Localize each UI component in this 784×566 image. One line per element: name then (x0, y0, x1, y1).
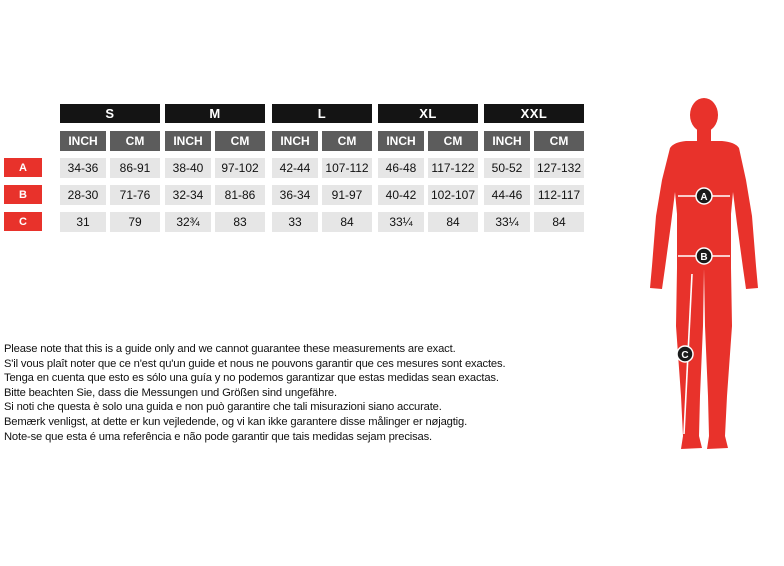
cell-cm: 86-91 (110, 158, 160, 178)
body-measurement-figure (640, 96, 770, 456)
unit-header-inch: INCH (272, 131, 318, 151)
unit-header-cm: CM (322, 131, 372, 151)
cell-inch: 32¾ (165, 212, 211, 232)
size-header-xxl: XXL (484, 104, 584, 123)
note-spanish: Tenga en cuenta que esto es sólo una guía y no podemos garantizar que estas medidas sean exactas. (4, 372, 499, 385)
cell-cm: 91-97 (322, 185, 372, 205)
cell-inch: 42-44 (272, 158, 318, 178)
cell-cm: 127-132 (534, 158, 584, 178)
note-portuguese: Note-se que esta é uma referência e não pode garantir que tais medidas sejam precisas. (4, 430, 433, 443)
cell-cm: 112-117 (534, 185, 584, 205)
cell-inch: 33 (272, 212, 318, 232)
note-danish: Bemærk venligst, at dette er kun vejledende, og vi kan ikke garantere disse målinger er nøjagtig. (4, 415, 468, 428)
size-header-xl: XL (378, 104, 478, 123)
note-french: S'il vous plaît noter que ce n'est qu'un guide et nous ne pouvons garantir que ces mesures sont exactes. (4, 357, 506, 370)
cell-cm: 84 (428, 212, 478, 232)
cell-inch: 28-30 (60, 185, 106, 205)
cell-cm: 71-76 (110, 185, 160, 205)
cell-inch: 40-42 (378, 185, 424, 205)
cell-cm: 81-86 (215, 185, 265, 205)
note-italian: Si noti che questa è solo una guida e non può garantire che tali misurazioni siano accurate. (4, 401, 442, 414)
unit-header-cm: CM (215, 131, 265, 151)
note-english: Please note that this is a guide only and we cannot guarantee these measurements are exact. (4, 343, 456, 355)
cell-inch: 44-46 (484, 185, 530, 205)
unit-header-inch: INCH (484, 131, 530, 151)
cell-inch: 34-36 (60, 158, 106, 178)
marker-b (696, 248, 712, 264)
unit-header-cm: CM (110, 131, 160, 151)
cell-cm: 84 (534, 212, 584, 232)
cell-cm: 79 (110, 212, 160, 232)
size-chart-table (0, 0, 600, 240)
cell-cm: 83 (215, 212, 265, 232)
cell-cm: 97-102 (215, 158, 265, 178)
cell-cm: 84 (322, 212, 372, 232)
cell-inch: 46-48 (378, 158, 424, 178)
row-label-a: A (4, 158, 42, 177)
unit-header-cm: CM (428, 131, 478, 151)
cell-cm: 102-107 (428, 185, 478, 205)
cell-inch: 33¼ (484, 212, 530, 232)
unit-header-cm: CM (534, 131, 584, 151)
size-header-m: M (165, 104, 265, 123)
row-label-c: C (4, 212, 42, 231)
note-german: Bitte beachten Sie, dass die Messungen und Größen sind ungefähre. (4, 386, 337, 399)
cell-inch: 32-34 (165, 185, 211, 205)
unit-header-inch: INCH (165, 131, 211, 151)
disclaimer-notes (4, 342, 564, 444)
cell-inch: 33¼ (378, 212, 424, 232)
cell-inch: 31 (60, 212, 106, 232)
cell-cm: 107-112 (322, 158, 372, 178)
cell-inch: 36-34 (272, 185, 318, 205)
marker-c (677, 346, 693, 362)
unit-header-inch: INCH (378, 131, 424, 151)
row-label-b: B (4, 185, 42, 204)
svg-text:B: B (700, 252, 708, 263)
cell-cm: 117-122 (428, 158, 478, 178)
svg-text:A: A (700, 192, 708, 203)
size-header-l: L (272, 104, 372, 123)
svg-text:C: C (681, 350, 689, 361)
cell-inch: 50-52 (484, 158, 530, 178)
marker-a (696, 188, 712, 204)
human-silhouette-icon (650, 98, 758, 449)
size-header-s: S (60, 104, 160, 123)
cell-inch: 38-40 (165, 158, 211, 178)
unit-header-inch: INCH (60, 131, 106, 151)
